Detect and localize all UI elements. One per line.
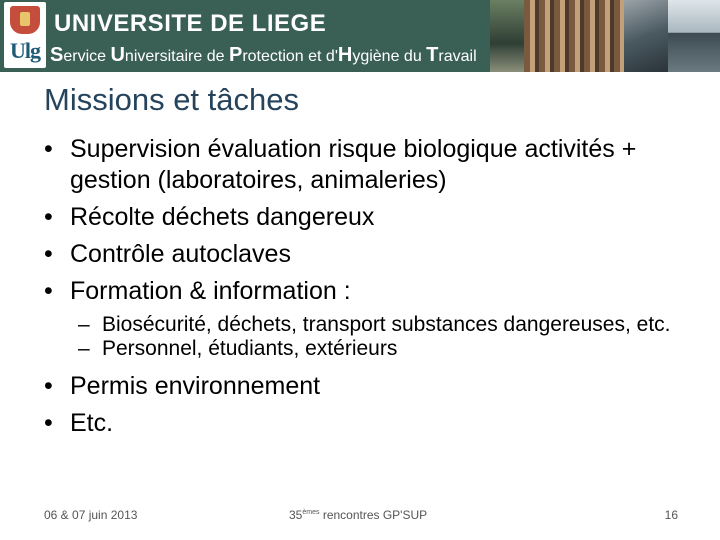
logo-monogram: Ulg: [10, 38, 40, 63]
sub-bullet-text: Personnel, étudiants, extérieurs: [102, 337, 398, 360]
service-word-rest: rotection et d': [242, 48, 338, 65]
slide-title: Missions et tâches: [44, 82, 299, 117]
bullet-text: Etc.: [70, 409, 114, 437]
university-name: UNIVERSITE DE LIEGE: [54, 10, 327, 37]
sub-bullet-item: [44, 313, 704, 337]
service-word-rest: niversitaire de: [124, 48, 229, 65]
sub-bullet-marker: –: [78, 313, 90, 336]
bullet-text: Récolte déchets dangereux: [70, 203, 375, 231]
bullet-item: [44, 134, 704, 196]
bullet-text: Permis environnement: [70, 372, 321, 400]
service-word-initial: U: [110, 44, 125, 66]
service-word-initial: T: [426, 44, 439, 66]
service-word-initial: S: [50, 44, 64, 66]
bullet-marker: •: [44, 203, 53, 231]
sub-bullet-marker: –: [78, 337, 90, 360]
bullet-text: Supervision évaluation risque biologique activités + gestion (laboratoires, animaleries): [70, 135, 637, 194]
bullet-text: Contrôle autoclaves: [70, 240, 291, 268]
event-number: 35: [289, 508, 303, 522]
bullet-marker: •: [44, 277, 53, 305]
bullet-item: [44, 276, 704, 307]
header-photo: [624, 0, 668, 72]
event-superscript: èmes: [302, 509, 320, 516]
header-banner: [0, 0, 720, 72]
bullet-item: [44, 239, 704, 270]
header-photo: [490, 0, 524, 72]
bullet-list: [44, 134, 704, 445]
footer-event: [289, 508, 427, 522]
service-word-rest: ygiène du: [352, 48, 427, 65]
service-word-rest: ervice: [63, 48, 111, 65]
header-photo-strip: [490, 0, 720, 72]
bullet-text: Formation & information :: [70, 277, 351, 305]
crest-icon: [10, 6, 40, 34]
bullet-marker: •: [44, 240, 53, 268]
header-photo: [668, 0, 720, 72]
bullet-marker: •: [44, 372, 53, 400]
bullet-item: [44, 371, 704, 402]
page-number: 16: [664, 508, 678, 522]
service-word-rest: ravail: [438, 48, 477, 65]
service-name: [50, 44, 477, 67]
event-name: rencontres GP'SUP: [319, 508, 428, 522]
university-logo: [4, 2, 46, 68]
bullet-item: [44, 408, 704, 439]
sub-bullet-text: Biosécurité, déchets, transport substances dangereuses, etc.: [102, 313, 671, 336]
service-word-initial: H: [337, 44, 353, 66]
bullet-marker: •: [44, 409, 53, 437]
bullet-item: [44, 202, 704, 233]
service-word-initial: P: [228, 44, 243, 66]
header-photo: [524, 0, 624, 72]
bullet-marker: •: [44, 135, 53, 163]
footer-date: 06 & 07 juin 2013: [44, 508, 138, 522]
sub-bullet-item: [44, 337, 704, 361]
